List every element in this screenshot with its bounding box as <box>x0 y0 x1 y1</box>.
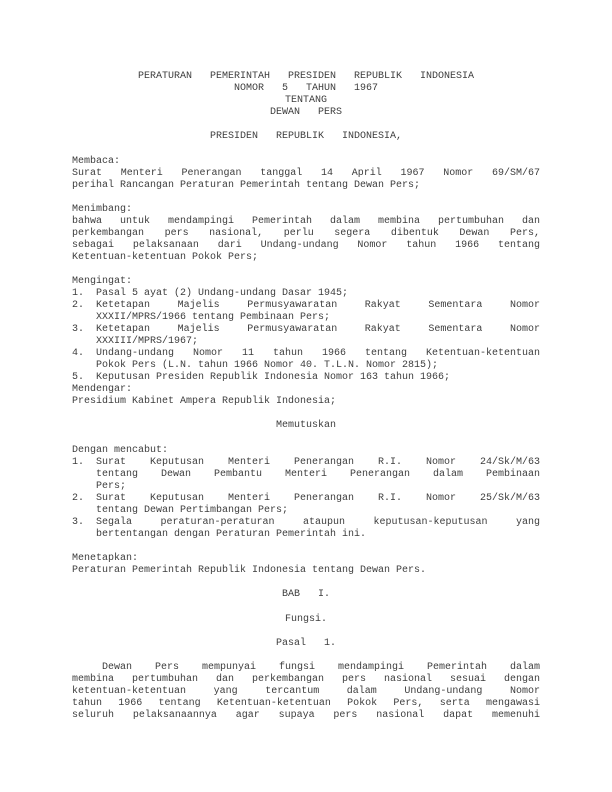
title-line-2: NOMOR 5 TAHUN 1967 <box>233 83 379 94</box>
pasal-1-line: membina pertumbuhan dan perkembangan pers nasional sesuai dengan <box>72 674 540 686</box>
list-marker: 1. <box>72 288 85 300</box>
list-marker: 2. <box>72 492 85 504</box>
mengingat-item-3-cont: XXXIII/MPRS/1967; <box>96 336 199 348</box>
mengingat-item-4-cont: Pokok Pers (L.N. tahun 1966 Nomor 40. T.L.N. Nomor 2815); <box>96 360 439 372</box>
label-dengan-mencabut: Dengan mencabut: <box>72 444 169 456</box>
heading-bab-1: BAB I. <box>281 589 330 601</box>
mengingat-item-4 <box>72 348 540 360</box>
membaca-line: Surat Menteri Penerangan tanggal 14 April 1967 Nomor 69/SM/67 <box>72 167 540 179</box>
pasal-1-line: seluruh pelaksanaannya agar supaya pers nasional dapat memenuhi <box>72 710 540 722</box>
label-mendengar: Mendengar: <box>72 384 133 396</box>
mencabut-item-1-cont: Pers; <box>96 480 127 492</box>
mencabut-item-1-cont: tentang Dewan Pembantu Menteri Penerangan dalam Pembinaan <box>96 468 540 480</box>
menimbang-line: sebagai pelaksanaan dari Undang-undang Nomor tahun 1966 tentang <box>72 239 540 251</box>
label-membaca: Membaca: <box>72 155 121 167</box>
pasal-1-line: ketentuan-ketentuan yang tercantum dalam Undang-undang Nomor <box>72 686 540 698</box>
heading-pasal-1: Pasal 1. <box>275 637 336 649</box>
blank-line <box>72 601 540 613</box>
list-item-text: Undang-undang Nomor 11 tahun 1966 tentang Ketentuan-ketentuan <box>96 348 540 360</box>
blank-line <box>72 192 540 204</box>
mengingat-item-3 <box>72 324 540 336</box>
list-marker: 3. <box>72 324 85 336</box>
mengingat-item-1 <box>72 288 540 300</box>
list-marker: 1. <box>72 456 85 468</box>
mendengar-line: Presidium Kabinet Ampera Republik Indonesia; <box>72 396 337 408</box>
mengingat-item-2-cont: XXXII/MPRS/1966 tentang Pembinaan Pers; <box>96 312 331 324</box>
label-menimbang: Menimbang: <box>72 203 133 215</box>
menimbang-line: bahwa untuk mendampingi Pemerintah dalam membina pertumbuhan dan <box>72 215 540 227</box>
blank-line <box>72 577 540 589</box>
salutation: PRESIDEN REPUBLIK INDONESIA, <box>209 131 403 143</box>
mengingat-item-2 <box>72 300 540 312</box>
blank-line <box>72 626 540 638</box>
blank-line <box>72 143 540 155</box>
heading-memutuskan: Memutuskan <box>275 420 336 432</box>
mencabut-item-1 <box>72 457 540 469</box>
list-marker: 3. <box>72 516 85 528</box>
blank-line <box>72 650 540 662</box>
list-item-text: Segala peraturan-peraturan ataupun keputusan-keputusan yang <box>96 516 540 528</box>
menetapkan-line: Peraturan Pemerintah Republik Indonesia tentang Dewan Pers. <box>72 565 427 577</box>
mencabut-item-3-cont: bertentangan dengan Peraturan Pemerintah ini. <box>96 528 367 540</box>
list-marker: 2. <box>72 300 85 312</box>
list-item-text: Ketetapan Majelis Permusyawaratan Rakyat Sementara Nomor <box>96 324 540 336</box>
title-line-3: TENTANG <box>284 95 327 106</box>
mencabut-item-2 <box>72 493 540 505</box>
list-marker: 4. <box>72 348 85 360</box>
label-menetapkan: Menetapkan: <box>72 553 139 565</box>
document-content <box>72 71 540 722</box>
list-item-text: Surat Keputusan Menteri Penerangan R.I. Nomor 24/Sk/M/63 <box>96 456 540 468</box>
list-marker: 5. <box>72 372 85 384</box>
blank-line <box>72 541 540 553</box>
blank-line <box>72 264 540 276</box>
blank-line <box>72 432 540 444</box>
mengingat-item-5 <box>72 372 540 384</box>
blank-line <box>72 119 540 131</box>
menimbang-line: Ketentuan-ketentuan Pokok Pers; <box>72 251 259 263</box>
heading-fungsi: Fungsi. <box>284 613 327 625</box>
menimbang-line: perkembangan pers nasional, perlu segera dibentuk Dewan Pers, <box>72 227 540 239</box>
title-line-1: PERATURAN PEMERINTAH PRESIDEN REPUBLIK INDONESIA <box>137 71 475 82</box>
title-line-4: DEWAN PERS <box>269 107 342 118</box>
list-item-text: Surat Keputusan Menteri Penerangan R.I. Nomor 25/Sk/M/63 <box>96 492 540 504</box>
mencabut-item-2-cont: tentang Dewan Pertimbangan Pers; <box>96 504 289 516</box>
list-item-text: Ketetapan Majelis Permusyawaratan Rakyat Sementara Nomor <box>96 300 540 312</box>
pasal-1-line: tahun 1966 tentang Ketentuan-ketentuan Pokok Pers, serta mengawasi <box>72 698 540 710</box>
list-item-text: Pasal 5 ayat (2) Undang-undang Dasar 1945; <box>96 288 349 300</box>
membaca-line: perihal Rancangan Peraturan Pemerintah tentang Dewan Pers; <box>72 179 421 191</box>
list-item-text: Keputusan Presiden Republik Indonesia Nomor 163 tahun 1966; <box>96 372 451 384</box>
blank-line <box>72 408 540 420</box>
label-mengingat: Mengingat: <box>72 276 133 288</box>
pasal-1-line: Dewan Pers mempunyai fungsi mendampingi Pemerintah dalam <box>102 662 540 674</box>
mencabut-item-3 <box>72 517 540 529</box>
